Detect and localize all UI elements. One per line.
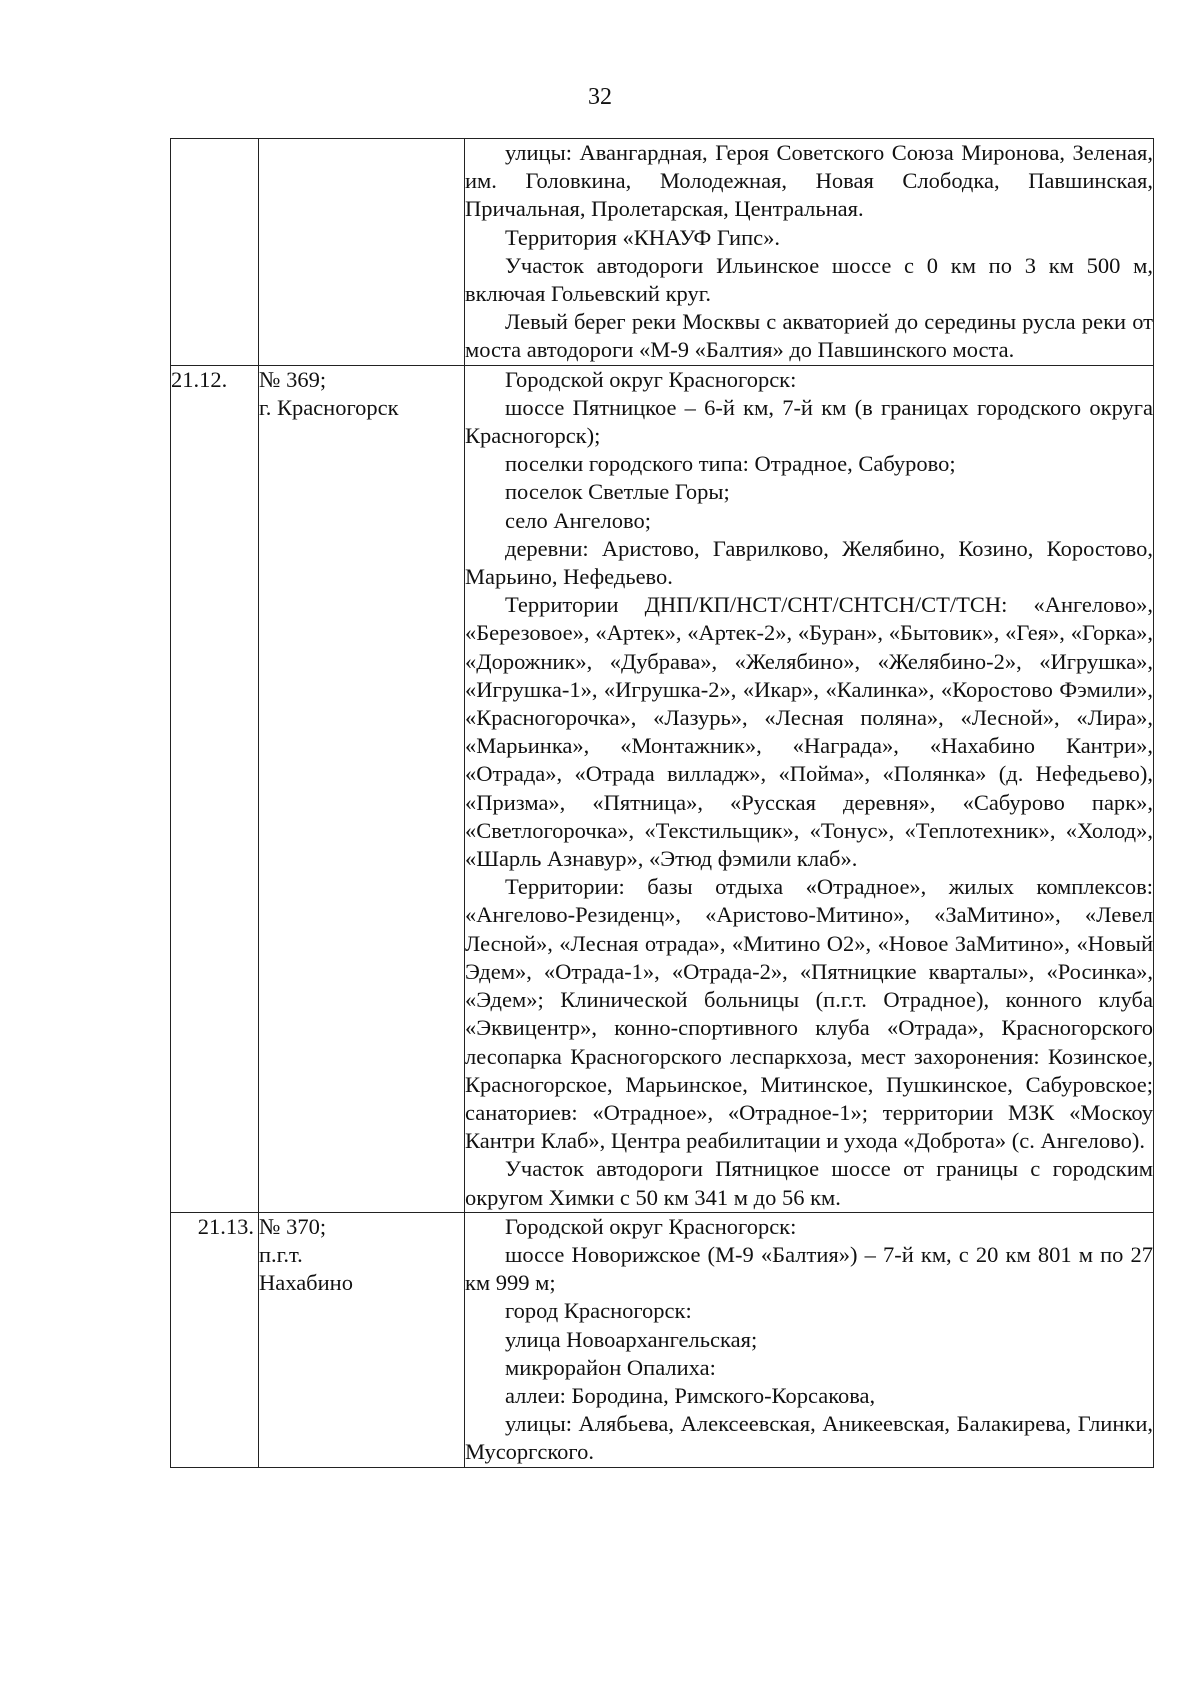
description-paragraph: поселки городского типа: Отрадное, Сабурово;	[505, 451, 956, 477]
district-description	[465, 139, 1154, 366]
district-type: п.г.т.	[259, 1241, 303, 1267]
description-paragraph: улицы: Алябьева, Алексеевская, Аникеевская, Балакирева, Глинки, Мусоргского.	[465, 1411, 1153, 1465]
description-paragraph: аллеи: Бородина, Римского-Корсакова,	[505, 1382, 876, 1408]
district-description	[465, 1212, 1154, 1467]
table-row	[171, 1212, 1154, 1467]
district-number: № 370;	[259, 1213, 327, 1239]
row-number: 21.12.	[171, 365, 259, 1212]
district-identifier	[259, 1212, 465, 1467]
description-paragraph: Участок автодороги Ильинское шоссе с 0 км по 3 км 500 м, включая Гольевский круг.	[465, 252, 1153, 307]
district-description	[465, 365, 1154, 1212]
description-paragraph: деревни: Аристово, Гаврилково, Желябино, Козино, Коростово, Марьино, Нефедьево.	[465, 535, 1153, 590]
description-paragraph: улицы: Авангардная, Героя Советского Союза Миронова, Зеленая, им. Головкина, Молодежная, Новая Слободка, Павшинская, Причальная, Пролетарская, Центральная.	[465, 140, 1153, 222]
description-paragraph: Городской округ Красногорск:	[505, 366, 797, 392]
description-paragraph: Территории ДНП/КП/НСТ/СНТ/СНТСН/СТ/ТСН: «Ангелово», «Березовое», «Артек», «Артек-2», «Буран», «Бытовик», «Гея», «Горка», «Дорожник», «Дубрава», «Желябино», «Желябино-2», «Игрушка», «Игрушка-1», «Игрушка-2», «Икар», «Калинка», «Коростово Фэмили», «Красногорочка», «Лазурь», «Лесная поляна», «Лесной», «Лира», «Марьинка», «Монтажник», «Награда», «Нахабино Кантри», «Отрада», «Отрада вилладж», «Пойма», «Полянка» (д. Нефедьево), «Призма», «Пятница», «Русская деревня», «Сабурово парк», «Светлогорочка», «Текстильщик», «Тонус», «Теплотехник», «Холод», «Шарль Азнавур», «Этюд фэмили клаб».	[465, 592, 1153, 872]
description-paragraph: Городской округ Красногорск:	[505, 1213, 797, 1239]
description-paragraph: Левый берег реки Москвы с акваторией до середины русла реки от моста автодороги «М-9 «Балтия» до Павшинского моста.	[465, 309, 1153, 363]
district-locality: Нахабино	[259, 1270, 353, 1296]
table-row	[171, 139, 1154, 366]
row-number	[171, 139, 259, 366]
description-paragraph: город Красногорск:	[505, 1298, 692, 1324]
district-identifier	[259, 365, 465, 1212]
description-paragraph: шоссе Новорижское (М-9 «Балтия») – 7-й км, с 20 км 801 м по 27 км 999 м;	[465, 1241, 1153, 1296]
district-identifier	[259, 139, 465, 366]
page-number: 32	[588, 84, 612, 110]
constituency-table	[170, 138, 1154, 1468]
description-paragraph: Участок автодороги Пятницкое шоссе от границы с городским округом Химки с 50 км 341 м до 56 км.	[465, 1156, 1153, 1210]
description-paragraph: Территория «КНАУФ Гипс».	[505, 224, 780, 250]
description-paragraph: улица Новоархангельская;	[505, 1326, 758, 1352]
table-row	[171, 365, 1154, 1212]
description-paragraph: Территории: базы отдыха «Отрадное», жилых комплексов: «Ангелово-Резиденц», «Аристово-Митино», «ЗаМитино», «Левел Лесной», «Лесная отрада», «Митино О2», «Новое ЗаМитино», «Новый Эдем», «Отрада-1», «Отрада-2», «Пятницкие кварталы», «Росинка», «Эдем»; Клинической больницы (п.г.т. Отрадное), конного клуба «Эквицентр», конно-спортивного клуба «Отрада», Красногорского лесопарка Красногорского леспаркхоза, мест захоронения: Козинское, Красногорское, Марьинское, Митинское, Пушкинское, Сабуровское; санаториев: «Отрадное», «Отрадное-1»; территории МЗК «Москоу Кантри Клаб», Центра реабилитации и ухода «Доброта» (с. Ангелово).	[465, 874, 1153, 1154]
description-paragraph: село Ангелово;	[505, 507, 652, 533]
description-paragraph: микрорайон Опалиха:	[505, 1354, 716, 1380]
district-number: № 369;	[259, 366, 327, 392]
district-locality: г. Красногорск	[259, 394, 399, 420]
description-paragraph: поселок Светлые Горы;	[505, 479, 730, 505]
description-paragraph: шоссе Пятницкое – 6-й км, 7-й км (в границах городского округа Красногорск);	[465, 394, 1153, 449]
row-number: 21.13.	[171, 1212, 259, 1467]
